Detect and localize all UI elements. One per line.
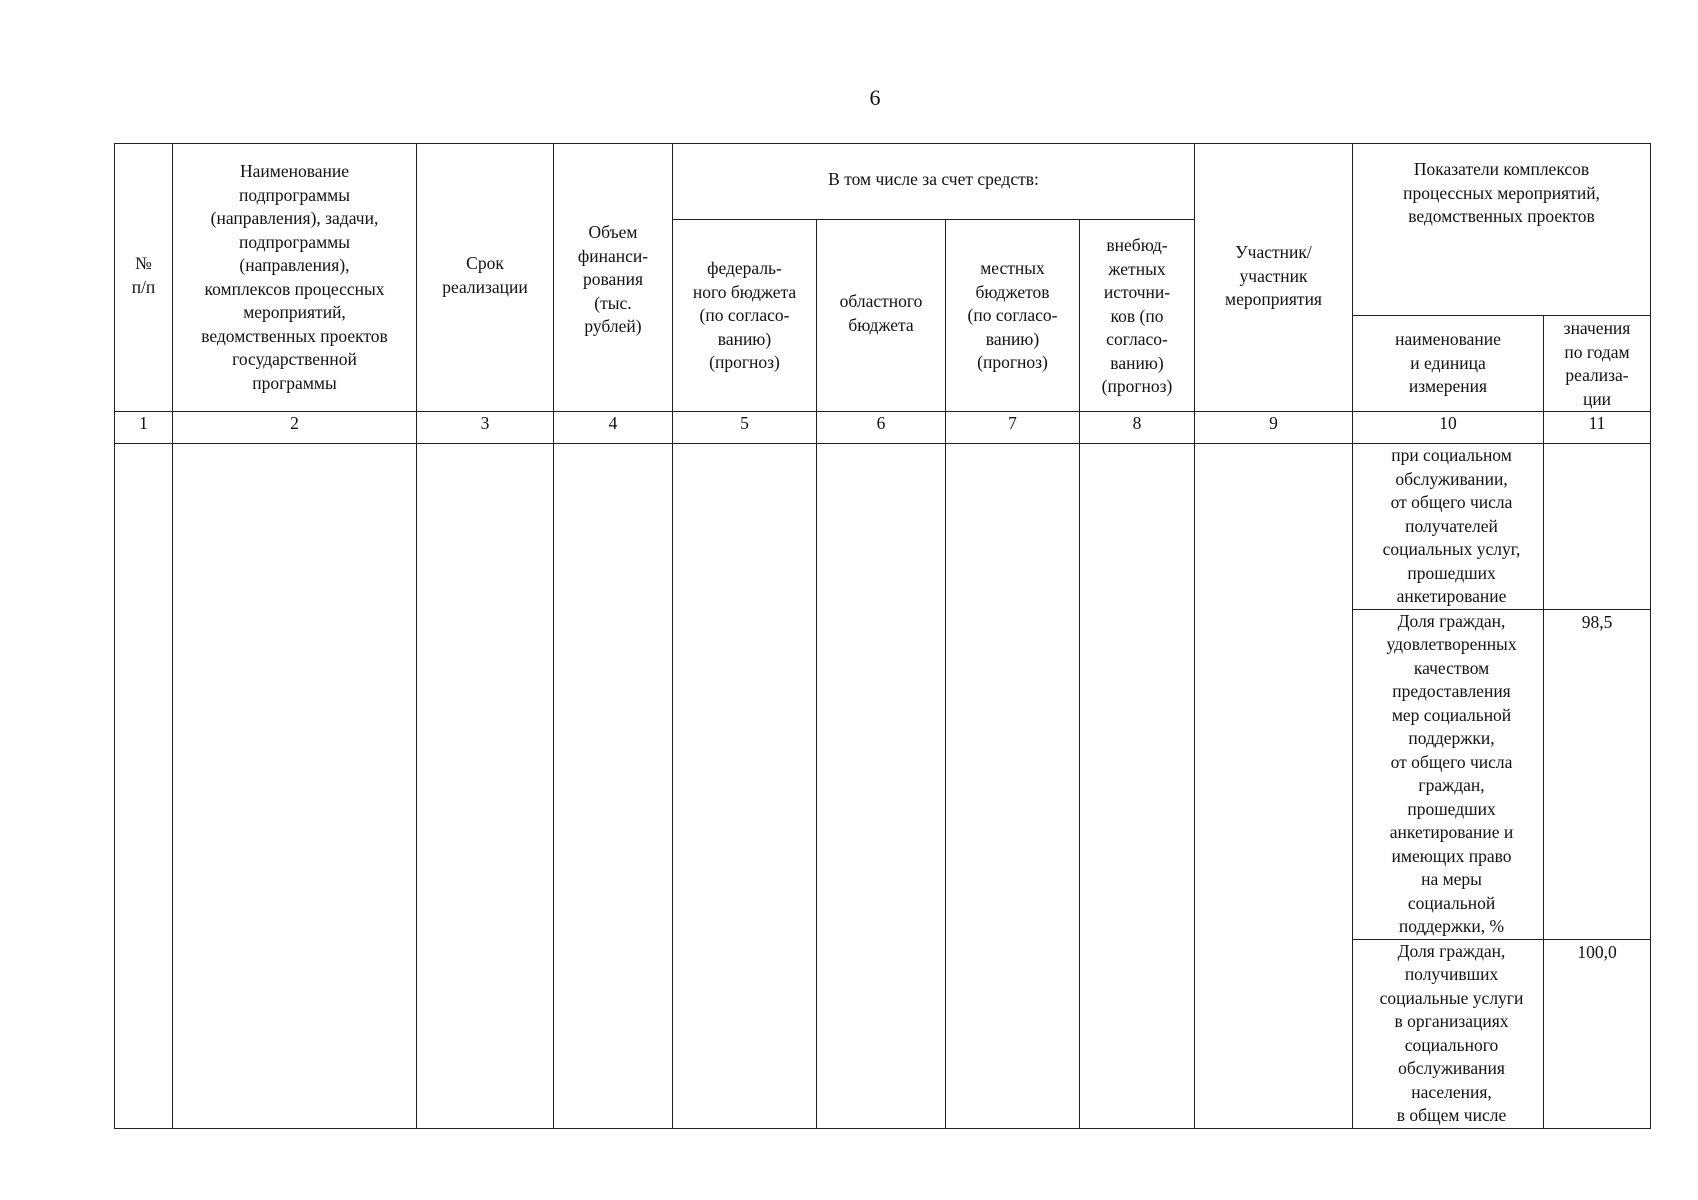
header-indicators-text: Показатели комплексов процессных мероприятий, ведомственных проектов [1403,159,1600,226]
extrabudgetary-sources-cell [1080,444,1195,1129]
program-table [114,143,1651,1129]
column-number: 10 [1353,412,1544,444]
page-number: 6 [869,85,881,110]
header-implementation-period-text: Срок реализации [442,253,528,297]
column-number: 2 [173,412,417,444]
header-financing-volume [554,144,673,412]
financing-volume-cell [554,444,673,1129]
column-number: 3 [417,412,554,444]
column-number: 5 [673,412,817,444]
header-federal-budget-text: федераль- ного бюджета (по согласо- ванию) (прогноз) [692,258,797,372]
column-number: 9 [1195,412,1353,444]
column-number: 1 [115,412,173,444]
header-regional-budget [817,220,946,412]
column-number: 6 [817,412,946,444]
participant-cell [1195,444,1353,1129]
header-extrabudgetary-sources [1080,220,1195,412]
header-indicator-name-text: наименование и единица измерения [1395,329,1501,396]
indicator-value-cell [1544,444,1651,610]
regional-budget-cell [817,444,946,1129]
header-indicator-values [1544,316,1651,412]
header-participant [1195,144,1353,412]
header-subprogram-name-text: Наименование подпрограммы (направления), задачи, подпрограммы (направления), комплексов процессных мероприятий, ведомственных проектов государственной программы [201,161,388,393]
column-number-row [115,412,1651,444]
header-local-budgets-text: местных бюджетов (по согласо- ванию) (прогноз) [967,258,1058,372]
header-implementation-period [417,144,554,412]
row-number-cell [115,444,173,1129]
federal-budget-cell [673,444,817,1129]
table-row [115,444,1651,610]
header-federal-budget [673,220,817,412]
header-financing-volume-text: Объем финанси- рования (тыс. рублей) [577,222,649,336]
header-row-number-text: № п/п [131,253,156,297]
header-including-funds [673,144,1195,220]
header-including-funds-text: В том числе за счет средств: [828,169,1039,189]
header-indicator-name [1353,316,1544,412]
column-number: 8 [1080,412,1195,444]
header-indicator-values-text: значения по годам реализа- ции [1563,318,1631,409]
header-subprogram-name [173,144,417,412]
column-number: 7 [946,412,1080,444]
local-budgets-cell [946,444,1080,1129]
implementation-period-cell [417,444,554,1129]
header-local-budgets [946,220,1080,412]
column-number: 11 [1544,412,1651,444]
indicator-value-cell: 100,0 [1544,939,1651,1128]
header-row-number [115,144,173,412]
header-regional-budget-text: областного бюджета [839,291,923,335]
header-indicators [1353,144,1651,316]
header-extrabudgetary-sources-text: внебюд- жетных источни- ков (по согласо- ванию) (прогноз) [1101,235,1173,396]
column-number: 4 [554,412,673,444]
indicator-value-cell: 98,5 [1544,609,1651,939]
indicator-name-cell: Доля граждан, получивших социальные услуги в организациях социального обслуживания населения, в общем числе [1353,939,1544,1128]
indicator-name-cell: при социальном обслуживании, от общего числа получателей социальных услуг, прошедших анкетирование [1353,444,1544,610]
indicator-name-cell: Доля граждан, удовлетворенных качеством предоставления мер социальной поддержки, от общего числа граждан, прошедших анкетирование и имеющих право на меры социальной поддержки, % [1353,609,1544,939]
header-participant-text: Участник/ участник мероприятия [1225,242,1322,309]
subprogram-name-cell [173,444,417,1129]
